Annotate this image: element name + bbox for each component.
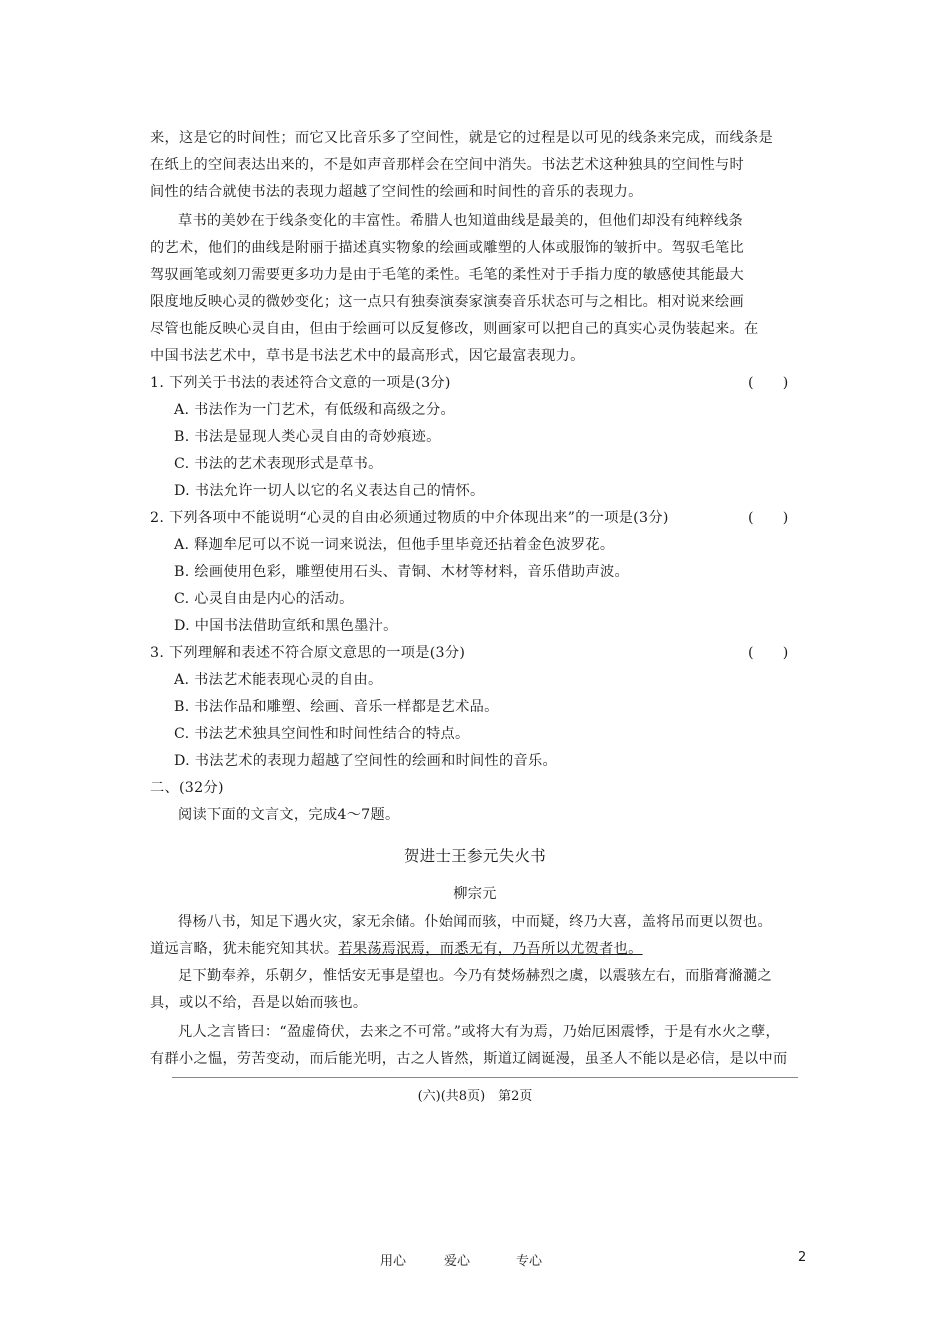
option: C. 书法艺术独具空间性和时间性结合的特点。 — [174, 726, 470, 742]
essay-line: 得杨八书，知足下遇火灾，家无余储。仆始闻而骇，中而疑，终乃大喜，盖将吊而更以贺也。 — [178, 914, 772, 930]
option: B. 书法是显现人类心灵自由的奇妙痕迹。 — [174, 429, 441, 445]
passage-line: 间性的结合就使书法的表现力超越了空间性的绘画和时间性的音乐的表现力。 — [150, 184, 643, 200]
answer-blank: ( ) — [748, 375, 789, 391]
question-3-stem: 3. 下列理解和表述不符合原文意思的一项是(3分) — [150, 645, 466, 661]
essay-line: 具，或以不给，吾是以始而骇也。 — [150, 995, 368, 1011]
option: D. 中国书法借助宣纸和黑色墨汁。 — [174, 618, 398, 634]
option: D. 书法艺术的表现力超越了空间性的绘画和时间性的音乐。 — [174, 753, 557, 769]
question-stem — [150, 643, 800, 663]
passage-line: 草书的美妙在于线条变化的丰富性。希腊人也知道曲线是最美的，但他们却没有纯粹线条 — [178, 213, 744, 229]
motto-3: 专心 — [516, 1254, 543, 1269]
scanned-page — [150, 118, 810, 1118]
passage-line: 限度地反映心灵的微妙变化；这一点只有独奏演奏家演奏音乐状态可与之相比。相对说来绘画 — [150, 294, 744, 310]
page-label: (六)(共8页) 第2页 — [417, 1089, 533, 1104]
option: A. 书法艺术能表现心灵的自由。 — [174, 672, 383, 688]
passage-line: 中国书法艺术中，草书是书法艺术中的最高形式，因它最富表现力。 — [150, 348, 585, 364]
question-stem — [150, 373, 800, 393]
passage-line: 来，这是它的时间性；而它又比音乐多了空间性，就是它的过程是以可见的线条来完成，而线条是 — [150, 130, 773, 146]
passage-line: 驾驭画笔或刻刀需要更多功力是由于毛笔的柔性。毛笔的柔性对于手指力度的敏感使其能最大 — [150, 267, 744, 283]
underlined-sentence: 若果荡焉泯焉，而悉无有，乃吾所以尤贺者也。 — [338, 941, 643, 957]
essay-title: 贺进士王参元失火书 — [403, 847, 547, 865]
motto-1: 用心 — [380, 1254, 407, 1269]
passage-line: 尽管也能反映心灵自由，但由于绘画可以反复修改，则画家可以把自己的真实心灵伪装起来。在 — [150, 321, 759, 337]
passage-line: 在纸上的空间表达出来的，不是如声音那样会在空间中消失。书法艺术这种独具的空间性与时 — [150, 157, 744, 173]
question-stem — [150, 508, 800, 528]
option: B. 书法作品和雕塑、绘画、音乐一样都是艺术品。 — [174, 699, 499, 715]
essay-author: 柳宗元 — [453, 886, 497, 902]
answer-blank: ( ) — [748, 645, 789, 661]
option: D. 书法允许一切人以它的名义表达自己的情怀。 — [174, 483, 485, 499]
essay-line — [150, 939, 800, 959]
essay-line: 有群小之愠，劳苦变动，而后能光明，古之人皆然，斯道辽阔诞漫，虽圣人不能以是必信，是以中而 — [150, 1051, 788, 1067]
option: C. 心灵自由是内心的活动。 — [174, 591, 354, 607]
essay-line: 足下勤奉养，乐朝夕，惟恬安无事是望也。今乃有焚炀赫烈之虞，以震骇左右，而脂膏滫瀡之 — [178, 968, 772, 984]
essay-text: 道远言略，犹未能究知其状。 — [150, 941, 339, 957]
footer-rule — [172, 1077, 798, 1078]
essay-line: 凡人之言皆曰：“盈虚倚伏，去来之不可常。”或将大有为焉，乃始厄困震悸，于是有水火之孽， — [178, 1024, 780, 1040]
passage-line: 的艺术，他们的曲线是附丽于描述真实物象的绘画或雕塑的人体或服饰的皱折中。驾驭毛笔比 — [150, 240, 744, 256]
option: B. 绘画使用色彩，雕塑使用石头、青铜、木材等材料，音乐借助声波。 — [174, 564, 629, 580]
question-1-stem: 1. 下列关于书法的表述符合文意的一项是(3分) — [150, 375, 451, 391]
page-number: 2 — [798, 1250, 807, 1265]
option: C. 书法的艺术表现形式是草书。 — [174, 456, 383, 472]
motto-2: 爱心 — [444, 1254, 471, 1269]
option: A. 释迦牟尼可以不说一词来说法，但他手里毕竟还拈着金色波罗花。 — [174, 537, 615, 553]
option: A. 书法作为一门艺术，有低级和高级之分。 — [174, 402, 455, 418]
question-2-stem: 2. 下列各项中不能说明“心灵的自由必须通过物质的中介体现出来”的一项是(3分) — [150, 510, 669, 526]
answer-blank: ( ) — [748, 510, 789, 526]
section-instruction: 阅读下面的文言文，完成4～7题。 — [178, 807, 400, 823]
section-heading: 二、(32分) — [150, 780, 224, 796]
